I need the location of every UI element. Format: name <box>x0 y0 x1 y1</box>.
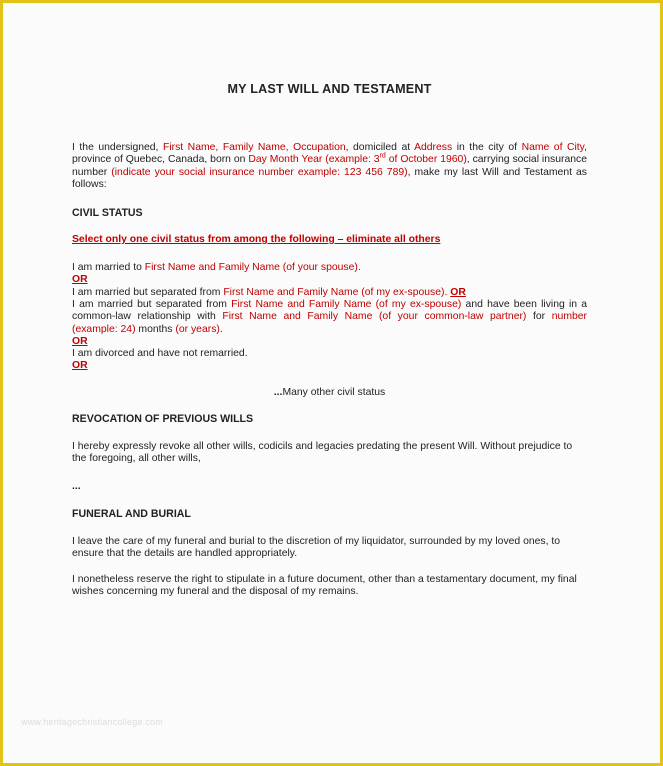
option-text: months <box>135 323 176 335</box>
option-text: . <box>219 323 223 335</box>
intro-text: , carrying social insurance number <box>72 154 587 178</box>
or-separator: OR <box>72 360 88 371</box>
number-placeholder: number (example: 24) <box>72 311 587 335</box>
option-text: I am married but separated from <box>72 299 232 310</box>
years-placeholder: (or years) <box>175 323 220 335</box>
ellipsis: ... <box>72 481 81 492</box>
partner-name-placeholder: First Name and Family Name (of your common-law partner) <box>222 311 527 323</box>
birthdate-text: of October 1960) <box>385 154 467 166</box>
first-name-placeholder: First Name <box>162 142 216 153</box>
option-text: for <box>526 311 552 323</box>
civil-status-heading: CIVIL STATUS <box>72 207 143 219</box>
ellipsis: ... <box>273 387 283 398</box>
document-title: MY LAST WILL AND TESTAMENT <box>227 82 432 96</box>
intro-separator: , <box>285 142 294 153</box>
civil-option-separated-common-law <box>72 299 587 336</box>
funeral-heading: FUNERAL AND BURIAL <box>72 508 191 520</box>
family-name-placeholder: Family Name <box>222 142 286 153</box>
ex-spouse-name-placeholder: First Name and Family Name (of my ex-spouse) <box>231 299 462 310</box>
more-options-text: Many other civil status <box>282 387 386 398</box>
civil-option-divorced: I am divorced and have not remarried. <box>72 348 248 359</box>
select-instruction: Select only one civil status from among the following – eliminate all others <box>72 234 441 245</box>
civil-option-married <box>72 262 587 274</box>
intro-text: , province of Quebec, Canada, born on <box>72 142 587 166</box>
occupation-placeholder: Occupation <box>293 142 346 153</box>
or-separator: OR <box>450 287 466 298</box>
sin-placeholder: (indicate your social insurance number example: 123 456 789) <box>111 166 408 178</box>
option-text: I am married but separated from <box>72 287 224 298</box>
spouse-name-placeholder: First Name and Family Name (of your spouse). <box>144 262 361 273</box>
funeral-paragraph-1: I leave the care of my funeral and burial to the discretion of my liquidator, surrounded by my loved ones, to ensure that the details are handled appropriately. <box>72 536 561 560</box>
ex-spouse-name-placeholder: First Name and Family Name (of my ex-spouse). <box>223 287 448 298</box>
revocation-paragraph: I hereby expressly revoke all other wills, codicils and legacies predating the present Will. Without prejudice to the foregoing, all other wills, <box>72 441 573 465</box>
option-text: I am married to <box>72 262 145 273</box>
birthdate-placeholder <box>248 154 466 165</box>
civil-option-separated <box>72 287 587 299</box>
or-separator: OR <box>72 336 88 347</box>
city-placeholder: Name of City <box>521 142 585 153</box>
option-text: and have been living in a common-law relationship with <box>72 299 587 323</box>
birthdate-text: Day Month Year (example: 3 <box>248 154 380 166</box>
revocation-heading: REVOCATION OF PREVIOUS WILLS <box>72 413 254 425</box>
birthdate-superscript: rd <box>379 152 386 160</box>
watermark: www.heritagechristiancollege.com <box>21 717 163 727</box>
intro-text: in the city of <box>452 142 522 153</box>
more-options-note <box>72 387 587 399</box>
or-separator: OR <box>72 274 88 285</box>
intro-text: , domiciled at <box>345 142 415 153</box>
intro-separator: , <box>215 142 223 153</box>
intro-paragraph <box>72 142 587 192</box>
address-placeholder: Address <box>414 142 453 153</box>
intro-text: , make my last Will and Testament as follows: <box>72 166 587 191</box>
funeral-paragraph-2: I nonetheless reserve the right to stipulate in a future document, other than a testamentary document, my final wishes concerning my funeral and the disposal of my remains. <box>72 574 577 598</box>
intro-text: I the undersigned, <box>72 142 163 153</box>
